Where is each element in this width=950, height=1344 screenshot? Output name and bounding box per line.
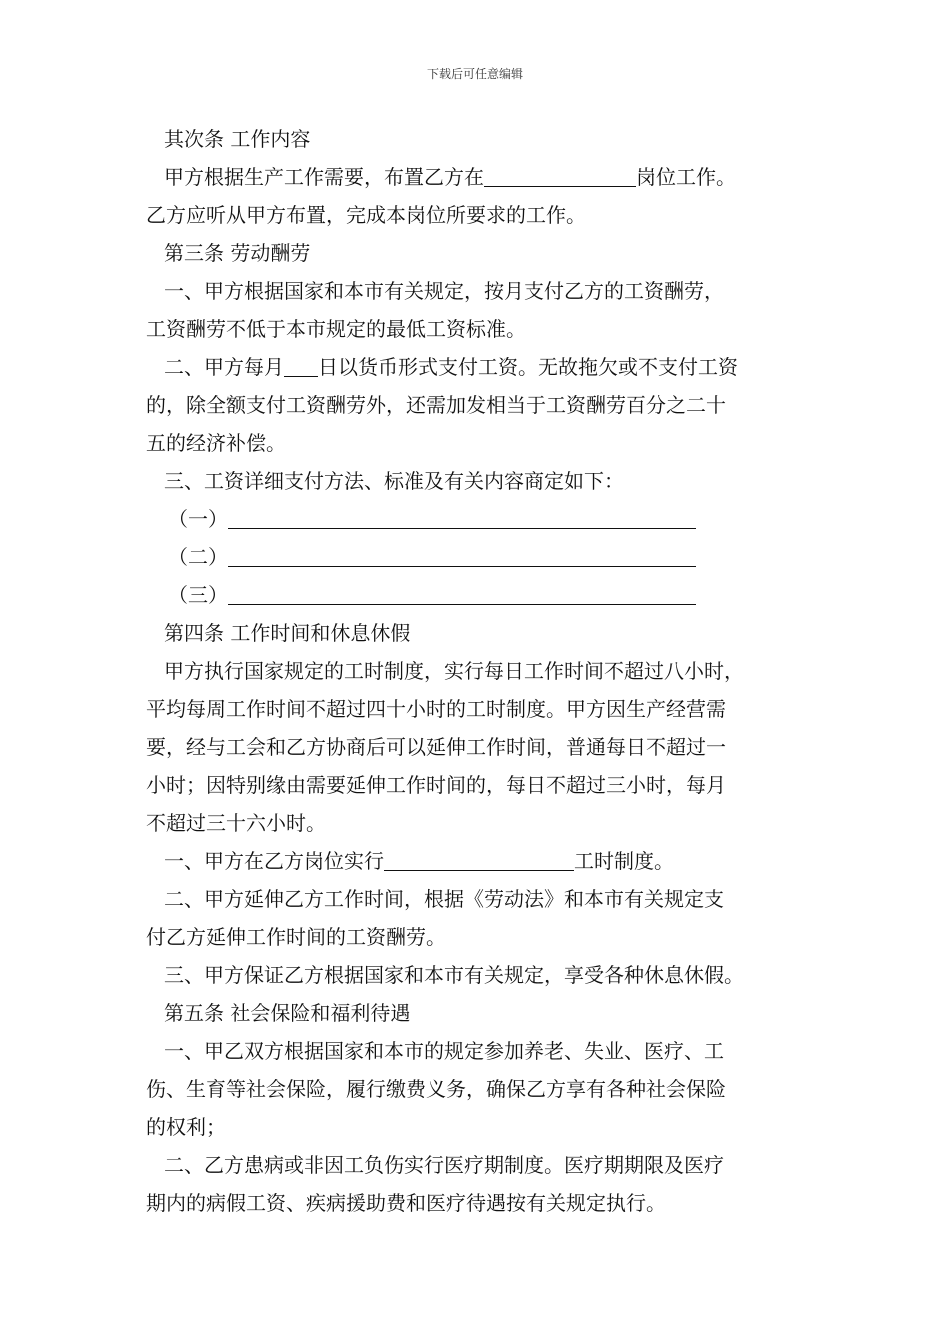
sub-item-3 (146, 576, 816, 614)
text: 工时制度。 (574, 849, 674, 873)
paragraph-line: 一、甲乙双方根据国家和本市的规定参加养老、失业、医疗、工 (164, 1039, 724, 1063)
paragraph-line: 伤、生育等社会保险，履行缴费义务，确保乙方享有各种社会保险 (146, 1077, 726, 1101)
page-header: 下载后可任意编辑 (426, 67, 523, 81)
sub-item-label: （一） (168, 507, 228, 531)
sub-item-blank[interactable] (228, 544, 696, 567)
sub-item-label: （二） (168, 545, 228, 569)
pay-day-blank[interactable] (284, 354, 318, 377)
paragraph-line: 期内的病假工资、疾病援助费和医疗待遇按有关规定执行。 (146, 1191, 666, 1215)
text: 一、甲方在乙方岗位实行 (164, 849, 384, 873)
paragraph-line: 的，除全额支付工资酬劳外，还需加发相当于工资酬劳百分之二十 (146, 393, 726, 417)
text: 日以货币形式支付工资。无故拖欠或不支付工资 (318, 355, 738, 379)
text: 甲方根据生产工作需要，布置乙方在 (164, 165, 484, 189)
paragraph-line: 甲方执行国家规定的工时制度，实行每日工作时间不超过八小时， (164, 659, 744, 683)
paragraph-line: 小时；因特别缘由需要延伸工作时间的，每日不超过三小时，每月 (146, 773, 726, 797)
article-4-title: 第四条 工作时间和休息休假 (164, 621, 411, 645)
paragraph-line: 要，经与工会和乙方协商后可以延伸工作时间，普通每日不超过一 (146, 735, 726, 759)
paragraph-line: 不超过三十六小时。 (146, 811, 326, 835)
article-2-title: 其次条 工作内容 (164, 127, 311, 151)
paragraph-line: 的权利； (146, 1115, 226, 1139)
article-5-title: 第五条 社会保险和福利待遇 (164, 1001, 411, 1025)
post-blank[interactable] (484, 164, 636, 187)
sub-item-blank[interactable] (228, 506, 696, 529)
article-2-paragraph (146, 158, 816, 196)
text: 二、甲方每月 (164, 355, 284, 379)
paragraph-line: 二、乙方患病或非因工负伤实行医疗期制度。医疗期期限及医疗 (164, 1153, 724, 1177)
paragraph-line: 二、甲方延伸乙方工作时间，根据《劳动法》和本市有关规定支 (164, 887, 724, 911)
paragraph-line: 平均每周工作时间不超过四十小时的工时制度。甲方因生产经营需 (146, 697, 726, 721)
paragraph-line: 乙方应听从甲方布置，完成本岗位所要求的工作。 (146, 203, 586, 227)
text: 岗位工作。 (636, 165, 736, 189)
article-4-item-1 (146, 842, 816, 880)
sub-item-blank[interactable] (228, 582, 696, 605)
paragraph-line: 一、甲方根据国家和本市有关规定，按月支付乙方的工资酬劳， (164, 279, 724, 303)
paragraph-line: 五的经济补偿。 (146, 431, 286, 455)
work-hour-system-blank[interactable] (384, 848, 574, 871)
paragraph-line: 工资酬劳不低于本市规定的最低工资标准。 (146, 317, 526, 341)
sub-item-1 (146, 500, 816, 538)
paragraph-line: 付乙方延伸工作时间的工资酬劳。 (146, 925, 446, 949)
paragraph-line: 三、甲方保证乙方根据国家和本市有关规定，享受各种休息休假。 (164, 963, 744, 987)
contract-body (146, 120, 816, 1222)
paragraph-line: 三、工资详细支付方法、标准及有关内容商定如下： (164, 469, 624, 493)
article-3-item-2 (146, 348, 816, 386)
sub-item-2 (146, 538, 816, 576)
article-3-title: 第三条 劳动酬劳 (164, 241, 311, 265)
sub-item-label: （三） (168, 583, 228, 607)
